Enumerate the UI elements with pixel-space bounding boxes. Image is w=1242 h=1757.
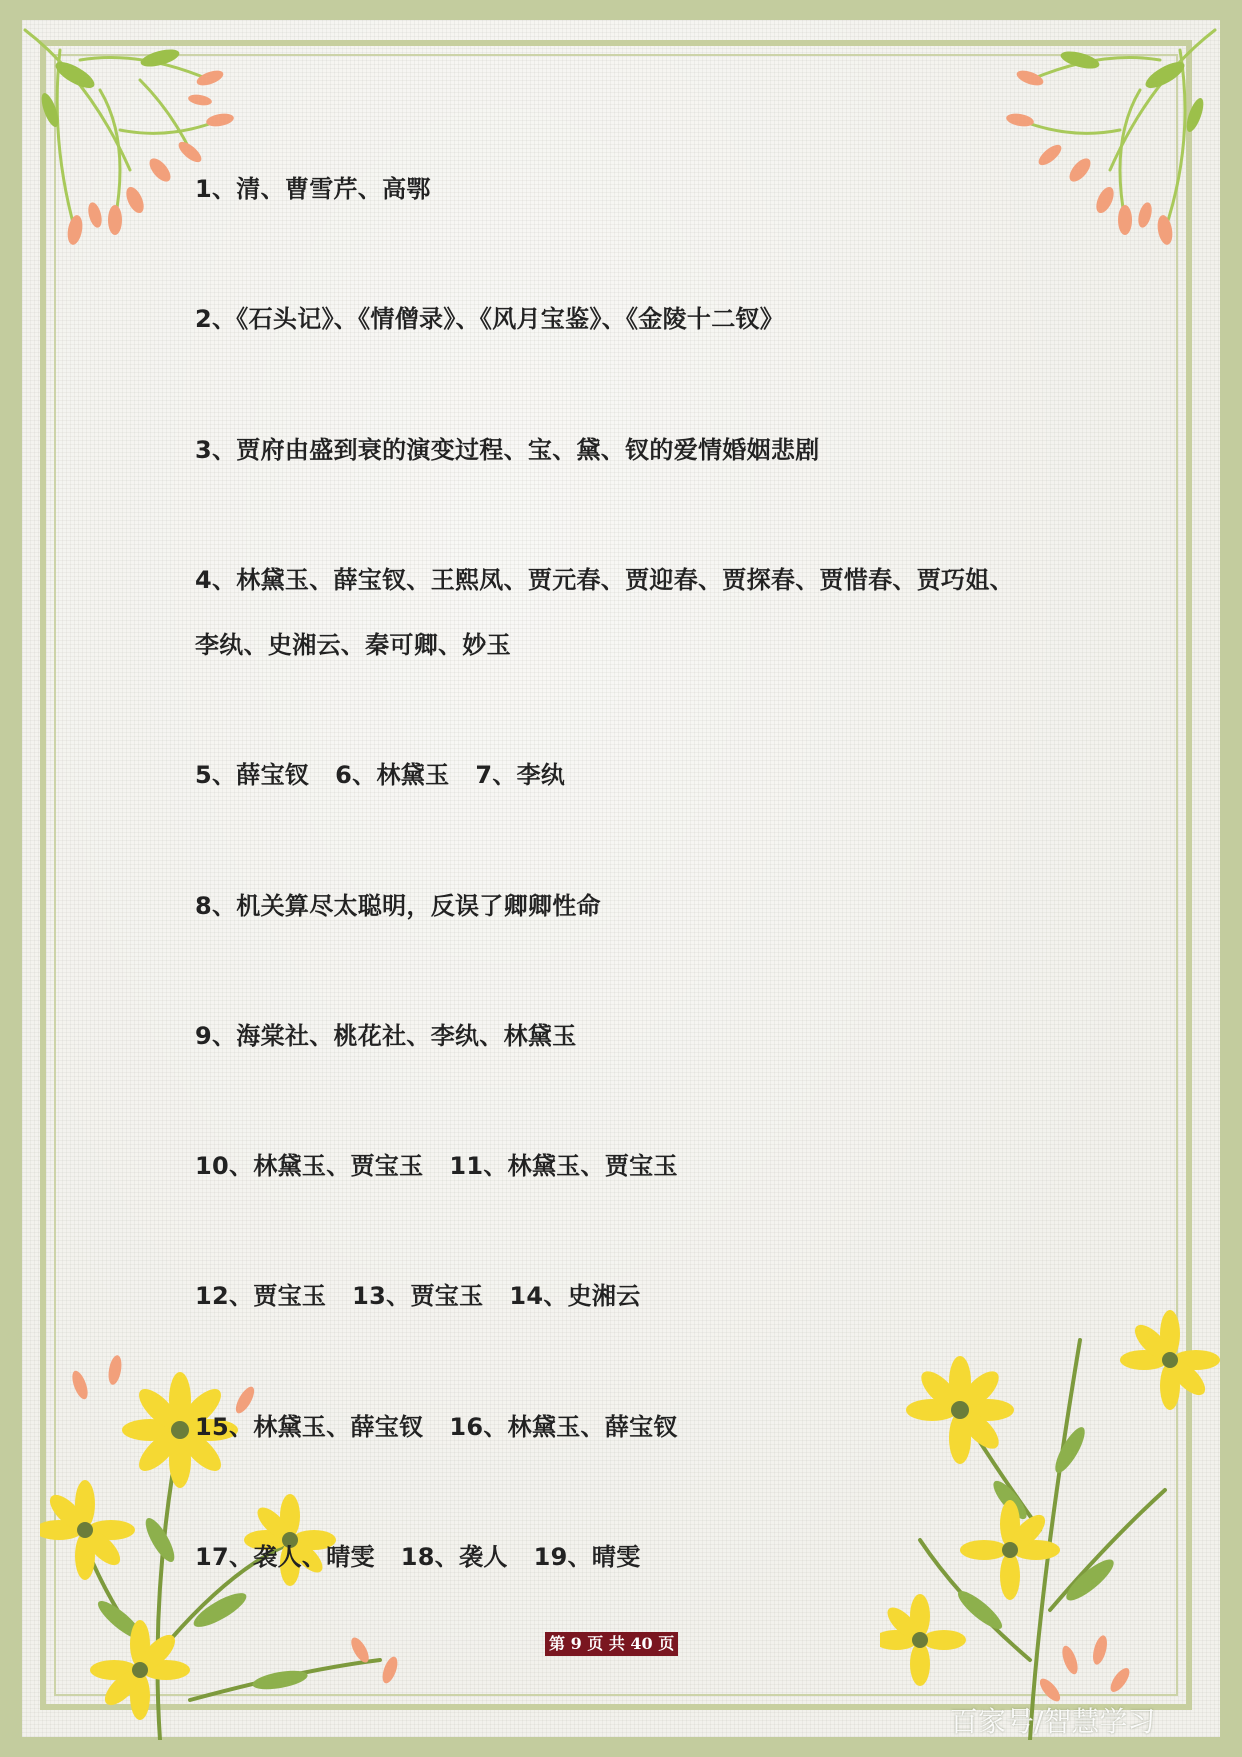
answer-line: 2、《石头记》、《情僧录》、《风月宝鉴》、《金陵十二钗》 [195, 305, 785, 333]
answer-line: 17、袭人、晴雯 18、袭人 19、晴雯 [195, 1543, 641, 1571]
top-left-floral-decoration [20, 20, 280, 260]
top-right-floral-decoration [960, 20, 1222, 260]
answer-line: 3、贾府由盛到衰的演变过程、宝、黛、钗的爱情婚姻悲剧 [195, 436, 820, 464]
bottom-right-floral-decoration [880, 1280, 1220, 1740]
answer-line: 10、林黛玉、贾宝玉 11、林黛玉、贾宝玉 [195, 1152, 678, 1180]
answer-line: 12、贾宝玉 13、贾宝玉 14、史湘云 [195, 1282, 641, 1310]
answer-line: 李纨、史湘云、秦可卿、妙玉 [195, 631, 511, 659]
page-number-badge: 第 9 页 共 40 页 [545, 1632, 678, 1656]
answer-line: 8、机关算尽太聪明，反误了卿卿性命 [195, 892, 601, 920]
answer-line: 9、海棠社、桃花社、李纨、林黛玉 [195, 1022, 577, 1050]
answer-line: 4、林黛玉、薛宝钗、王熙凤、贾元春、贾迎春、贾探春、贾惜春、贾巧姐、 [195, 566, 1014, 594]
answer-line: 5、薛宝钗 6、林黛玉 7、李纨 [195, 761, 566, 789]
answer-line: 15、林黛玉、薛宝钗 16、林黛玉、薛宝钗 [195, 1413, 678, 1441]
answer-line: 1、清、曹雪芹、高鄂 [195, 175, 431, 203]
watermark-text: 百家号/智慧学习 [950, 1705, 1156, 1738]
